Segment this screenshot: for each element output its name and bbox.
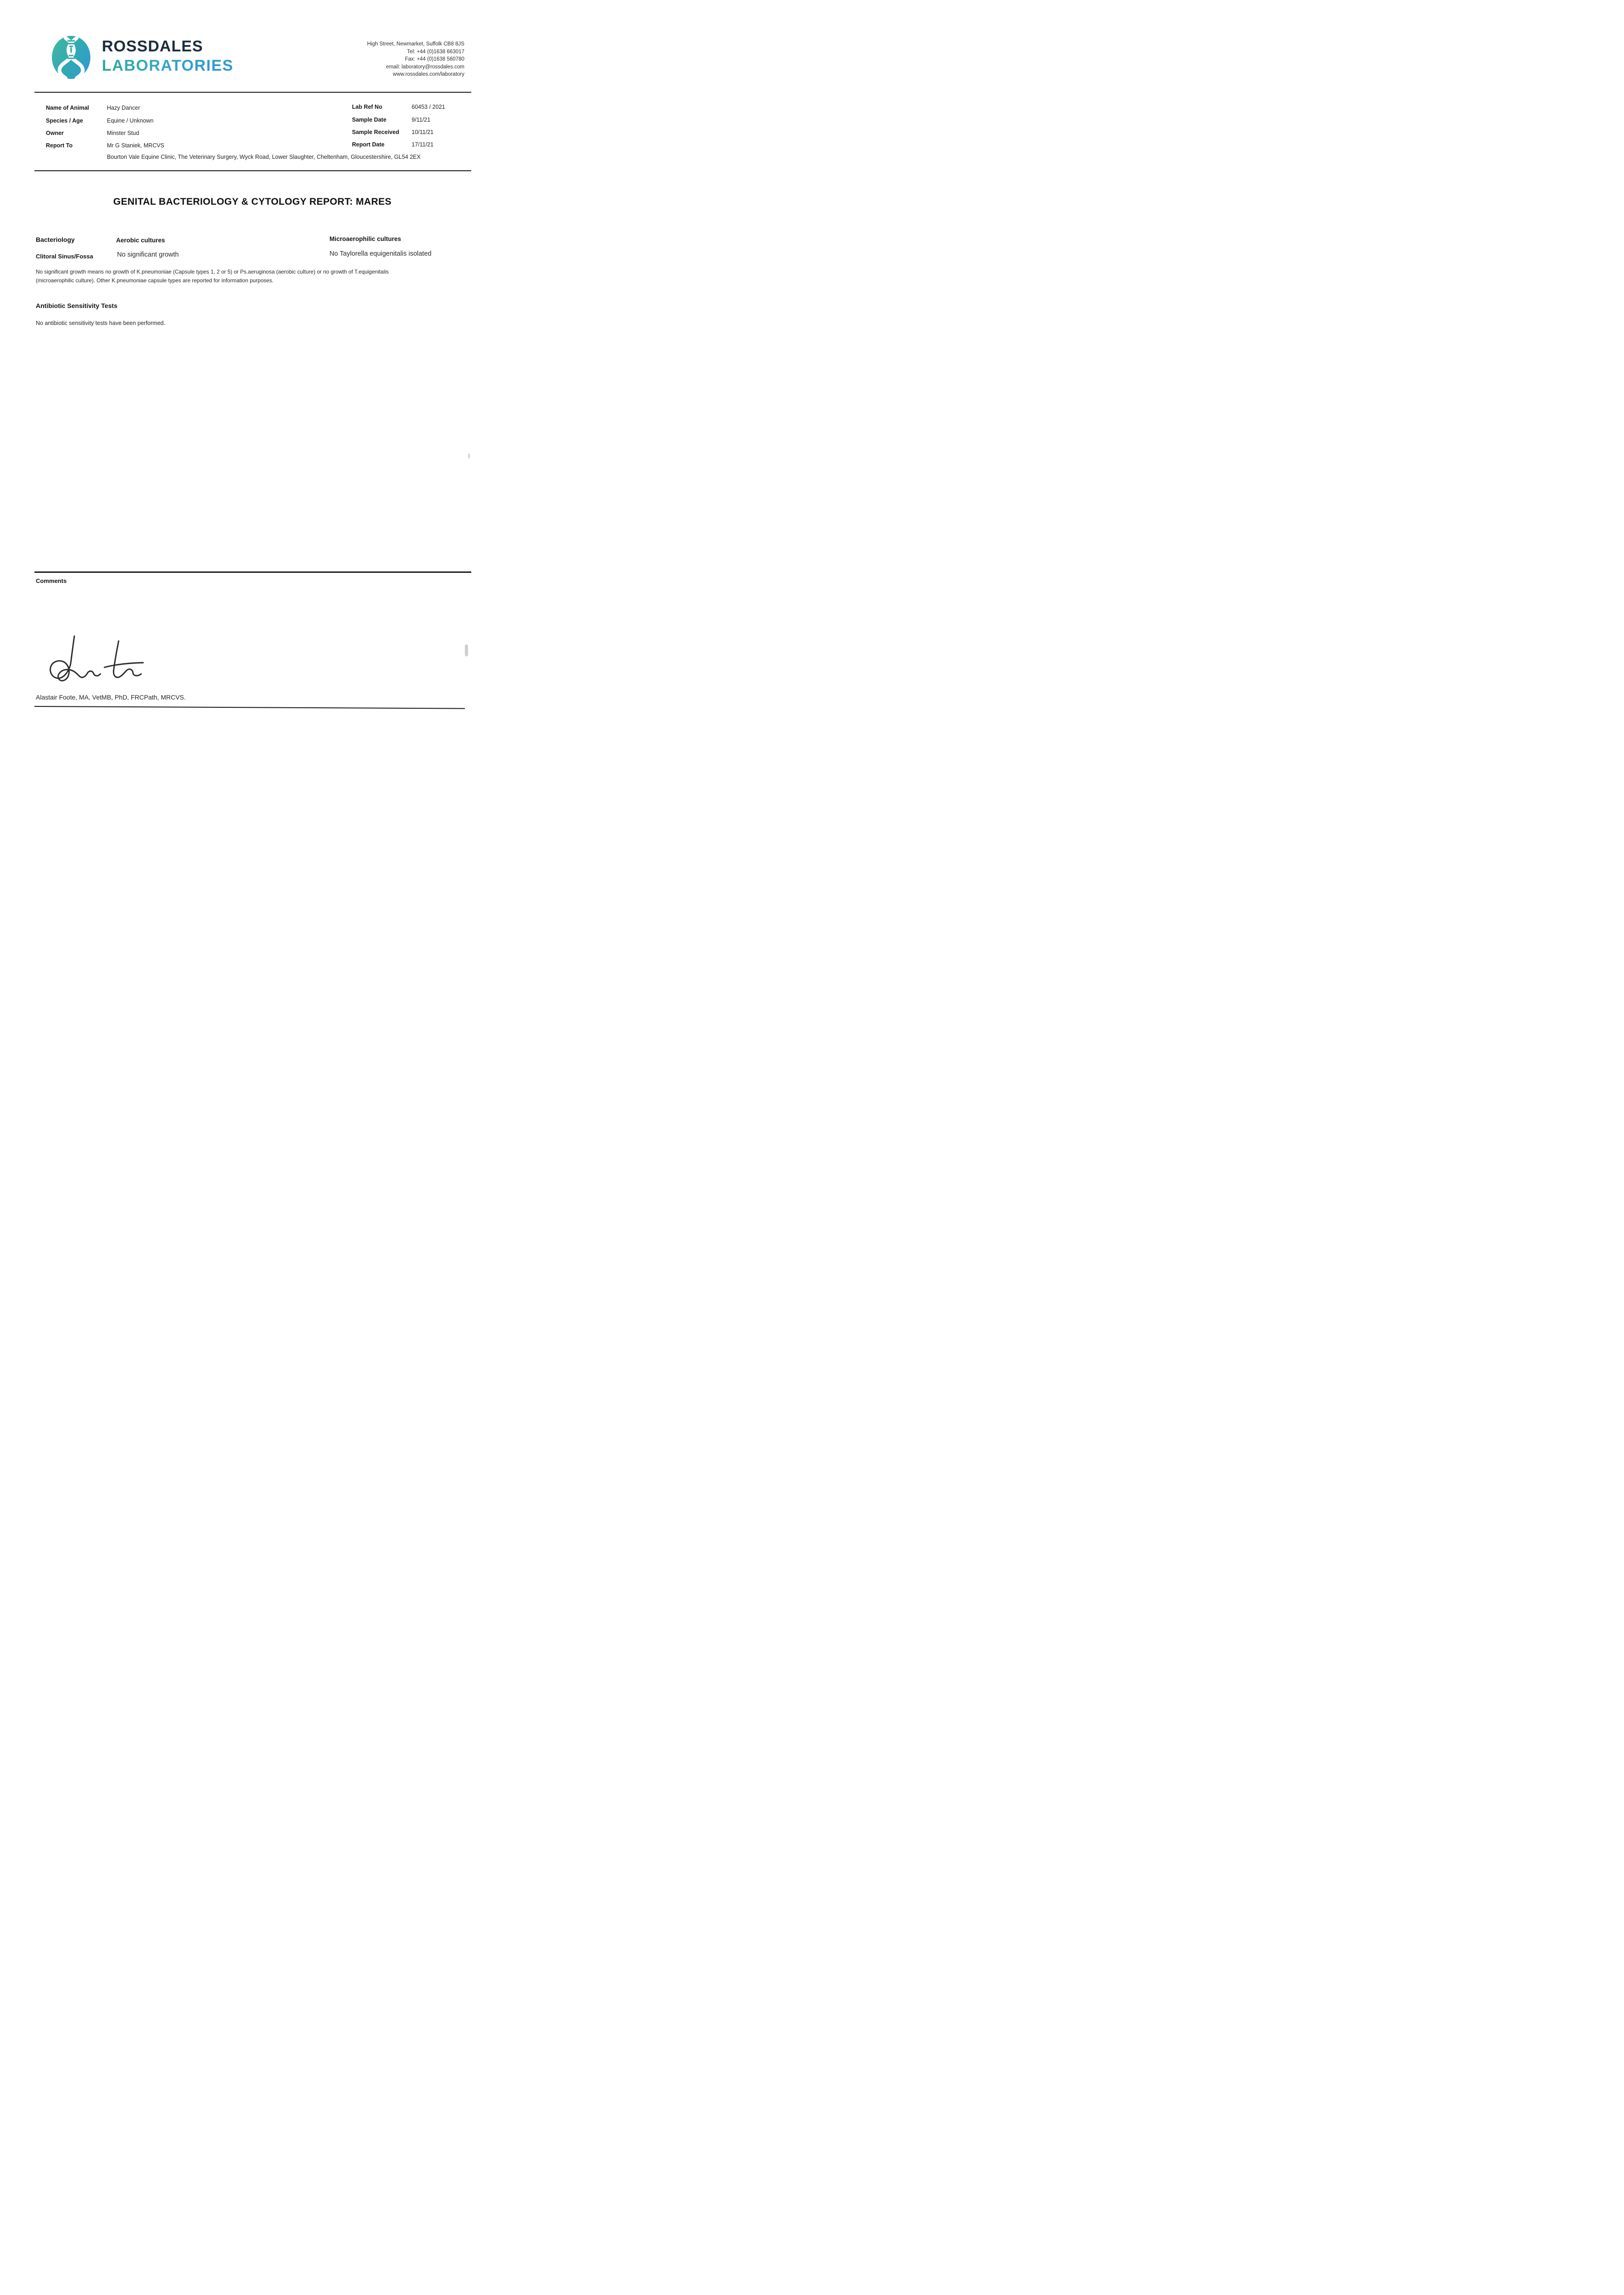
antibiotic-sensitivity-body: No antibiotic sensitivity tests have been performed. — [36, 320, 166, 326]
sample-site-label: Clitoral Sinus/Fossa — [36, 253, 93, 260]
contact-website: www.rossdales.com/laboratory — [393, 72, 464, 77]
contact-address: High Street, Newmarket, Suffolk CB8 8JS — [367, 41, 464, 47]
antibiotic-sensitivity-heading: Antibiotic Sensitivity Tests — [36, 302, 117, 309]
detail-value-lab-ref-no: 60453 / 2021 — [412, 104, 445, 110]
footer-line — [34, 706, 465, 709]
detail-value-species-age: Equine / Unknown — [107, 118, 154, 124]
detail-value-name-of-animal: Hazy Dancer — [107, 105, 140, 111]
detail-label-name-of-animal: Name of Animal — [46, 105, 89, 111]
signature-handwriting — [38, 633, 148, 685]
details-divider — [34, 170, 471, 171]
contact-block — [367, 40, 464, 78]
report-to-address-line: Bourton Vale Equine Clinic, The Veterinary Surgery, Wyck Road, Lower Slaughter, Cheltenham, Gloucestershire, GL54 2EX — [107, 154, 421, 160]
detail-value-owner: Minster Stud — [107, 130, 140, 136]
aerobic-result: No significant growth — [117, 251, 179, 258]
bacteriology-note-line1: No significant growth means no growth of K.pneumoniae (Capsule types 1, 2 or 5) or Ps.aeruginosa (aerobic culture) or no growth of T.equigenitalis — [36, 269, 389, 275]
contact-email: email: laboratory@rossdales.com — [386, 64, 464, 70]
detail-value-report-date: 17/11/21 — [412, 141, 434, 148]
detail-label-lab-ref-no: Lab Ref No — [352, 104, 382, 110]
detail-label-report-to: Report To — [46, 142, 73, 149]
comments-heading: Comments — [36, 577, 67, 584]
brand-name-rossdales: ROSSDALES — [102, 38, 203, 55]
detail-value-sample-received: 10/11/21 — [412, 129, 434, 135]
signatory-name: Alastair Foote, MA, VetMB, PhD, FRCPath, MRCVS. — [36, 694, 186, 701]
detail-label-report-date: Report Date — [352, 141, 385, 148]
bacteriology-note-line2: (microaerophilic culture). Other K.pneumoniae capsule types are reported for information purposes. — [36, 277, 274, 284]
microaerophilic-cultures-header: Microaerophilic cultures — [329, 235, 402, 242]
rossdales-dna-logo-icon — [51, 35, 91, 80]
detail-label-sample-date: Sample Date — [352, 117, 387, 123]
contact-fax: Fax: +44 (0)1638 560780 — [405, 56, 464, 62]
report-title: GENITAL BACTERIOLOGY & CYTOLOGY REPORT: MARES — [113, 196, 392, 207]
comments-divider — [34, 571, 471, 573]
microaerophilic-result: No Taylorella equigenitalis isolated — [329, 250, 432, 257]
contact-tel: Tel: +44 (0)1638 663017 — [407, 49, 464, 55]
scan-artifact-smudge — [465, 644, 468, 656]
scan-artifact-mark — [468, 453, 470, 459]
brand-name-laboratories: LABORATORIES — [102, 57, 234, 74]
aerobic-cultures-header: Aerobic cultures — [116, 237, 165, 244]
detail-value-report-to: Mr G Staniek, MRCVS — [107, 142, 165, 149]
detail-value-sample-date: 9/11/21 — [412, 117, 430, 123]
detail-label-owner: Owner — [46, 130, 64, 136]
bacteriology-heading: Bacteriology — [36, 236, 75, 243]
detail-label-sample-received: Sample Received — [352, 129, 399, 135]
detail-label-species-age: Species / Age — [46, 118, 83, 124]
lab-report-page — [0, 0, 505, 713]
header-divider — [34, 92, 471, 93]
